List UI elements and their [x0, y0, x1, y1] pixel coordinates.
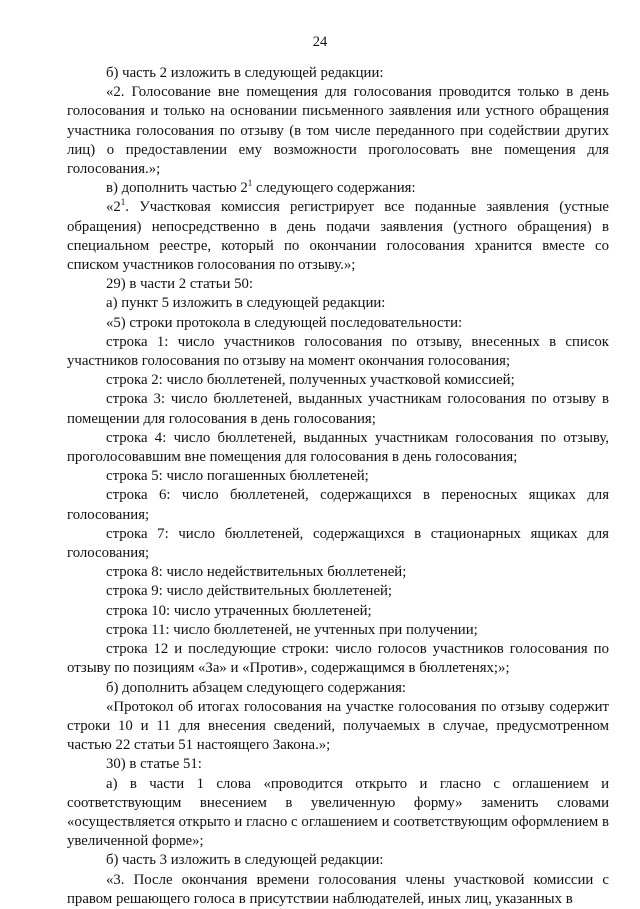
- paragraph: строка 3: число бюллетеней, выданных участникам голосования по отзыву в помещении для голосования в день голосования;: [67, 391, 609, 427]
- paragraph: [67, 198, 609, 275]
- paragraph: 30) в статье 51:: [106, 756, 202, 773]
- paragraph: «5) строки протокола в следующей последовательности:: [106, 314, 463, 331]
- paragraph: строка 12 и последующие строки: число голосов участников голосования по отзыву по позициям «За» и «Против», содержащимся в бюллетенях;»;: [67, 641, 609, 677]
- paragraph: строка 1: число участников голосования по отзыву, внесенных в список участников голосования по отзыву на момент окончания голосования;: [67, 333, 609, 370]
- paragraph: строка 9: число действительных бюллетеней;: [106, 583, 393, 600]
- paragraph: [67, 179, 609, 198]
- document-body: [67, 64, 609, 909]
- paragraph: строка 5: число погашенных бюллетеней;: [106, 468, 369, 485]
- page-number: 24: [312, 34, 328, 50]
- superscript: 1: [247, 178, 253, 189]
- paragraph: б) часть 3 изложить в следующей редакции:: [106, 852, 384, 869]
- paragraph-text: «2: [106, 199, 121, 216]
- paragraph: строка 8: число недействительных бюллетеней;: [106, 564, 407, 581]
- paragraph: строка 11: число бюллетеней, не учтенных при получении;: [106, 621, 478, 638]
- paragraph: строка 2: число бюллетеней, полученных участковой комиссией;: [106, 372, 515, 389]
- paragraph: строка 10: число утраченных бюллетеней;: [106, 602, 372, 619]
- paragraph-text: . Участковая комиссия регистрирует все поданные заявления (устные обращения) непосредственно в день подачи заявления (устного обращения) в специальном реестре, который по окончании голосования хранится вместе со списком участников голосования по отзыву.»;: [67, 199, 609, 274]
- paragraph: «2. Голосование вне помещения для голосования проводится только в день голосования и только на основании письменного заявления или устного обращения участника голосования по отзыву (в том числе переданного при содействии других лиц) о предоставлении ему возможности проголосовать вне помещения для голосования.»;: [67, 84, 609, 178]
- paragraph: б) дополнить абзацем следующего содержания:: [106, 679, 407, 696]
- paragraph: а) пункт 5 изложить в следующей редакции:: [106, 295, 386, 312]
- paragraph: строка 4: число бюллетеней, выданных участникам голосования по отзыву, проголосовавшим вне помещения для голосования в день голосования;: [67, 429, 609, 466]
- paragraph: 29) в части 2 статьи 50:: [106, 276, 254, 293]
- paragraph: а) в части 1 слова «проводится открыто и гласно с оглашением и соответствующим внесением в увеличенную форму» заменить словами «осуществляется открыто и гласно с оглашением и соответствующим оформлением в увеличенной форме»;: [67, 775, 609, 850]
- paragraph: строка 6: число бюллетеней, содержащихся в переносных ящиках для голосования;: [67, 487, 609, 523]
- paragraph: б) часть 2 изложить в следующей редакции:: [106, 65, 384, 81]
- paragraph: «3. После окончания времени голосования члены участковой комиссии с правом решающего голоса в присутствии наблюдателей, иных лиц, указанных в: [67, 871, 609, 907]
- paragraph-text: в) дополнить частью 2: [106, 180, 248, 197]
- paragraph: «Протокол об итогах голосования на участке голосования по отзыву содержит строки 10 и 11 для внесения сведений, получаемых в случае, предусмотренном частью 22 статьи 51 настоящего Закона.»;: [67, 698, 609, 754]
- paragraph: строка 7: число бюллетеней, содержащихся в стационарных ящиках для голосования;: [67, 525, 609, 562]
- paragraph-text: следующего содержания:: [252, 180, 416, 197]
- superscript: 1: [120, 197, 126, 208]
